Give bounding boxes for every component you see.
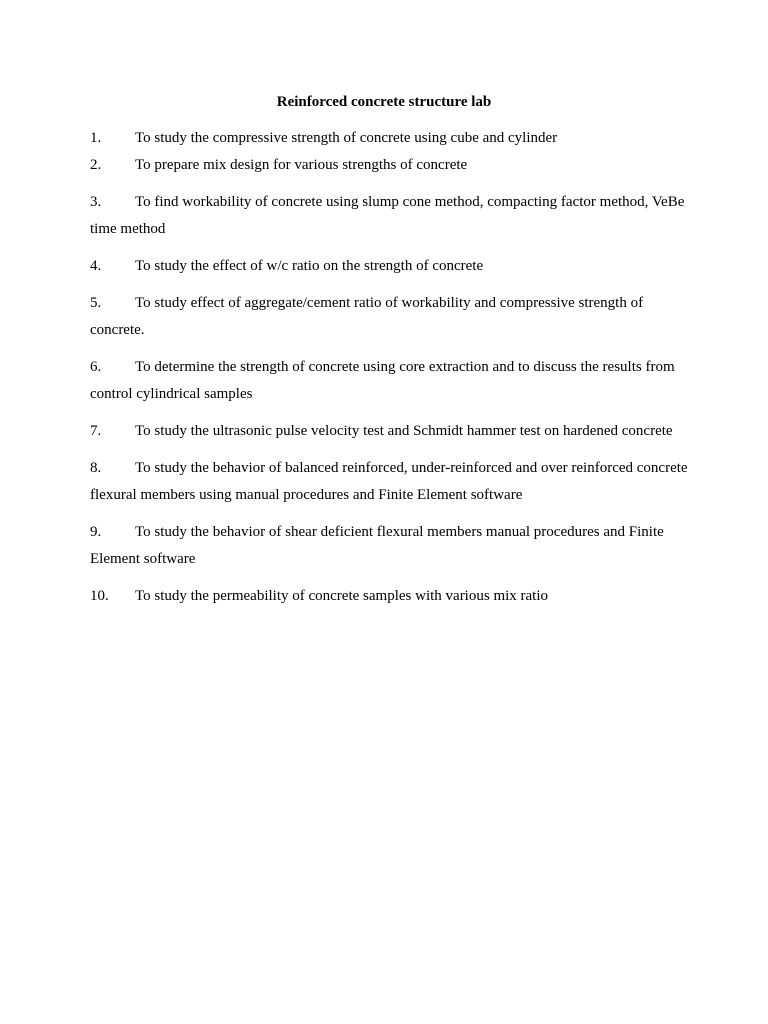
list-item-number: 4. [90,258,102,274]
list-item-number: 7. [90,423,102,439]
page-title: Reinforced concrete structure lab [276,94,492,110]
list-item-text: To determine the strength of concrete using core extraction and to discuss the results from control cylindrical samples [90,359,675,402]
list-item-text: To study the effect of w/c ratio on the strength of concrete [135,258,484,274]
list-item-number: 2. [90,157,102,173]
list-item [90,189,690,243]
list-item-number: 3. [90,194,102,210]
list-item-text: To study the compressive strength of concrete using cube and cylinder [135,130,558,146]
list-item-number: 8. [90,460,102,476]
list-item-text: To prepare mix design for various strengths of concrete [135,157,468,173]
list-item-text: To study effect of aggregate/cement ratio of workability and compressive strength of concrete. [90,295,644,338]
list-item [90,519,690,573]
list-item [90,125,690,152]
list-item-number: 1. [90,130,102,146]
list-item [90,152,690,179]
list-item [90,253,690,280]
list-item-text: To study the ultrasonic pulse velocity test and Schmidt hammer test on hardened concrete [135,423,673,439]
list-item-text: To study the behavior of balanced reinforced, under-reinforced and over reinforced concrete flexural members using manual procedures and Finite Element software [90,460,688,503]
list-item-text: To study the behavior of shear deficient flexural members manual procedures and Finite Element software [90,524,664,567]
list-item [90,455,690,509]
list-item-number: 6. [90,359,102,375]
list-item [90,418,690,445]
list-item-text: To find workability of concrete using slump cone method, compacting factor method, VeBe time method [90,194,685,237]
list-item-text: To study the permeability of concrete samples with various mix ratio [135,588,549,604]
list-item [90,583,690,610]
list-item-number: 9. [90,524,102,540]
list-item [90,290,690,344]
list-item-number: 10. [90,588,109,604]
list-item [90,354,690,408]
list-item-number: 5. [90,295,102,311]
